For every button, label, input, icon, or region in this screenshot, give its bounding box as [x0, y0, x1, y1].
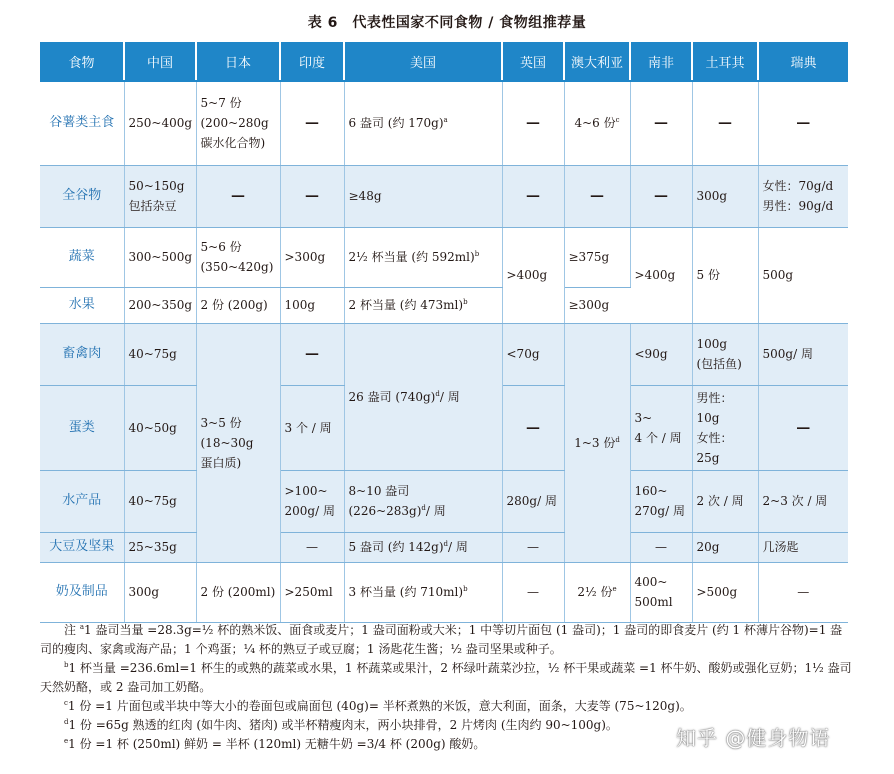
- table-row: [40, 165, 848, 227]
- cell-australia: ≥300g: [564, 287, 630, 323]
- food-label: 奶及制品: [40, 562, 124, 622]
- header-uk: 英国: [502, 42, 564, 81]
- header-china: 中国: [124, 42, 196, 81]
- watermark: 知乎 @健身物语: [676, 726, 831, 750]
- cell-uk: —: [502, 165, 564, 227]
- cell-sweden: 500g: [758, 227, 848, 323]
- cell-australia: —: [564, 165, 630, 227]
- cell-us: 6 盎司 (约 170g)$^a$: [344, 81, 502, 165]
- cell-south-africa: <90g: [630, 323, 692, 385]
- cell-india: —: [280, 532, 344, 562]
- cell-china: 50~150g 包括杂豆: [124, 165, 196, 227]
- cell-uk: —: [502, 81, 564, 165]
- cell-japan: —: [196, 165, 280, 227]
- food-label: 水果: [40, 287, 124, 323]
- cell-us: 5 盎司 (约 142g)$^d$/ 周: [344, 532, 502, 562]
- cell-japan: 5~6 份 (350~420g): [196, 227, 280, 287]
- food-label: 大豆及坚果: [40, 532, 124, 562]
- cell-us: 8~10 盎司 (226~283g)$^d$/ 周: [344, 470, 502, 532]
- cell-china: 200~350g: [124, 287, 196, 323]
- cell-sweden: —: [758, 81, 848, 165]
- header-south-africa: 南非: [630, 42, 692, 81]
- table-row: [40, 532, 848, 562]
- table-title: 表 6 代表性国家不同食物 / 食物组推荐量: [307, 15, 587, 31]
- cell-australia: 4~6 份$^c$: [564, 81, 630, 165]
- cell-uk: >400g: [502, 227, 564, 323]
- cell-uk: —: [502, 532, 564, 562]
- cell-china: 40~75g: [124, 470, 196, 532]
- food-label: 畜禽肉: [40, 323, 124, 385]
- food-label: 蔬菜: [40, 227, 124, 287]
- cell-turkey: 20g: [692, 532, 758, 562]
- table-row: [40, 81, 848, 165]
- header-turkey: 土耳其: [692, 42, 758, 81]
- cell-sweden: 女性：70g/d 男性：90g/d: [758, 165, 848, 227]
- cell-india: >250ml: [280, 562, 344, 622]
- cell-south-africa: —: [630, 165, 692, 227]
- cell-turkey: 300g: [692, 165, 758, 227]
- cell-uk: —: [502, 385, 564, 470]
- cell-uk: —: [502, 562, 564, 622]
- food-label: 蛋类: [40, 385, 124, 470]
- recommendation-table: [40, 42, 848, 623]
- cell-china: 300~500g: [124, 227, 196, 287]
- cell-south-africa: >400g: [630, 227, 692, 323]
- cell-india: >300g: [280, 227, 344, 287]
- food-label: 谷薯类主食: [40, 81, 124, 165]
- cell-turkey: 男性：10g 女性：25g: [692, 385, 758, 470]
- header-food: 食物: [40, 42, 124, 81]
- header-us: 美国: [344, 42, 502, 81]
- cell-turkey: >500g: [692, 562, 758, 622]
- cell-turkey: 2 次 / 周: [692, 470, 758, 532]
- table-row: [40, 227, 848, 287]
- cell-us: ≥48g: [344, 165, 502, 227]
- cell-china: 250~400g: [124, 81, 196, 165]
- cell-turkey: 5 份: [692, 227, 758, 323]
- cell-japan: 2 份 (200g): [196, 287, 280, 323]
- cell-japan: 5~7 份 (200~280g 碳水化合物): [196, 81, 280, 165]
- note-b: $^b$1 杯当量 =236.6ml=1 杯生的或熟的蔬菜或水果，1 杯蔬菜或果汁，2 杯绿叶蔬菜沙拉，½ 杯干果或蔬菜 =1 杯牛奶、酸奶或强化豆奶；1½ 盎司天然奶酪，或 2 盎司加工奶酪。: [40, 661, 852, 694]
- cell-china: 25~35g: [124, 532, 196, 562]
- cell-china: 40~75g: [124, 323, 196, 385]
- cell-australia: 1~3 份$^d$: [564, 323, 630, 562]
- cell-south-africa: —: [630, 532, 692, 562]
- note-a: 注 $^a$1 盎司当量 =28.3g=½ 杯的熟米饭、面食或麦片；1 盎司面粉或大米；1 中等切片面包 (1 盎司)；1 盎司的即食麦片 (约 1 杯薄片谷物)=1 盎司的瘦肉、家禽或海产品；1 个鸡蛋；¼ 杯的熟豆子或豆腐；1 汤匙花生酱；½ 盎司坚果或种子。: [40, 623, 843, 656]
- note-e: $^e$1 份 =1 杯 (250ml) 鲜奶 = 半杯 (120ml) 无糖牛奶 =3/4 杯 (200g) 酸奶。: [64, 737, 486, 751]
- table-row: [40, 562, 848, 622]
- header-india: 印度: [280, 42, 344, 81]
- header-row: [40, 42, 848, 81]
- cell-australia: ≥375g: [564, 227, 630, 287]
- cell-india: >100~ 200g/ 周: [280, 470, 344, 532]
- food-label: 水产品: [40, 470, 124, 532]
- header-sweden: 瑞典: [758, 42, 848, 81]
- cell-india: 3 个 / 周: [280, 385, 344, 470]
- cell-china: 40~50g: [124, 385, 196, 470]
- note-c: $^c$1 份 =1 片面包或半块中等大小的卷面包或扁面包 (40g)= 半杯煮熟的米饭，意大利面，面条，大麦等 (75~120g)。: [64, 699, 692, 713]
- cell-sweden: 2~3 次 / 周: [758, 470, 848, 532]
- cell-us: 2½ 杯当量 (约 592ml)$^b$: [344, 227, 502, 287]
- cell-sweden: 500g/ 周: [758, 323, 848, 385]
- cell-sweden: —: [758, 385, 848, 470]
- table-row: [40, 470, 848, 532]
- cell-turkey: 100g (包括鱼): [692, 323, 758, 385]
- header-japan: 日本: [196, 42, 280, 81]
- cell-india: 100g: [280, 287, 344, 323]
- cell-india: —: [280, 81, 344, 165]
- cell-japan: 3~5 份 (18~30g 蛋白质): [196, 323, 280, 562]
- cell-uk: 280g/ 周: [502, 470, 564, 532]
- cell-south-africa: 3~ 4 个 / 周: [630, 385, 692, 470]
- cell-turkey: —: [692, 81, 758, 165]
- cell-us: 2 杯当量 (约 473ml)$^b$: [344, 287, 502, 323]
- cell-uk: <70g: [502, 323, 564, 385]
- cell-us: 3 杯当量 (约 710ml)$^b$: [344, 562, 502, 622]
- table-row: [40, 323, 848, 385]
- cell-china: 300g: [124, 562, 196, 622]
- cell-south-africa: —: [630, 81, 692, 165]
- cell-india: —: [280, 323, 344, 385]
- cell-australia: 2½ 份$^e$: [564, 562, 630, 622]
- cell-india: —: [280, 165, 344, 227]
- cell-japan: 2 份 (200ml): [196, 562, 280, 622]
- note-d: $^d$1 份 =65g 熟透的红肉 (如牛肉、猪肉) 或半杯精瘦肉末，两小块排骨，2 片烤肉 (生肉约 90~100g)。: [64, 718, 618, 732]
- cell-south-africa: 400~ 500ml: [630, 562, 692, 622]
- cell-south-africa: 160~ 270g/ 周: [630, 470, 692, 532]
- header-australia: 澳大利亚: [564, 42, 630, 81]
- cell-sweden: —: [758, 562, 848, 622]
- food-label: 全谷物: [40, 165, 124, 227]
- cell-us: 26 盎司 $(740g)^d/$ 周: [344, 323, 502, 470]
- cell-sweden: 几汤匙: [758, 532, 848, 562]
